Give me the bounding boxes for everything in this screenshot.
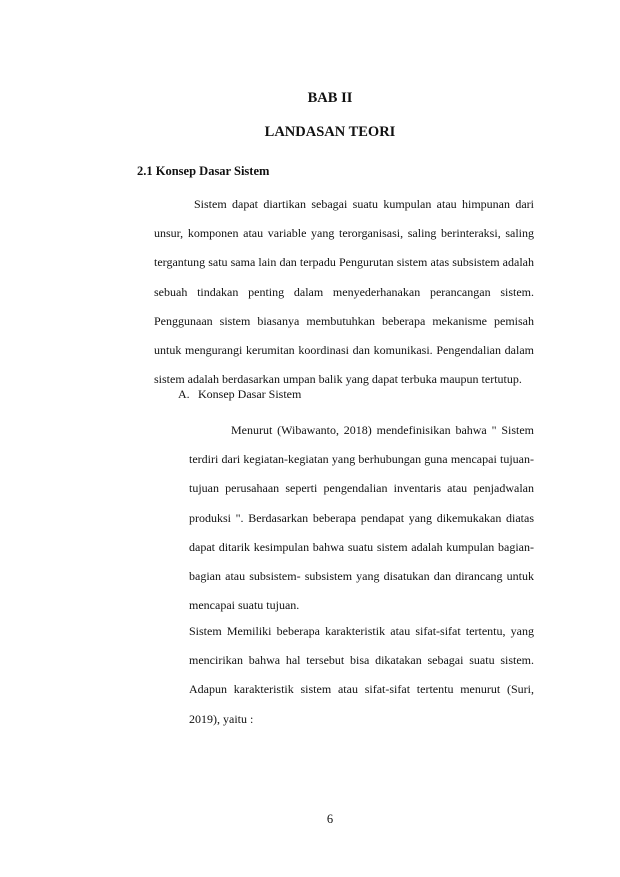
section-heading: 2.1 Konsep Dasar Sistem [137,164,270,178]
characteristics-paragraph: Sistem Memiliki beberapa karakteristik atau sifat-sifat tertentu, yang mencirikan bahwa hal tersebut bisa dikatakan sebagai suatu sistem. Adapun karakteristik sistem atau sifat-sifat tertentu menurut (Suri, 2019), yaitu : [189,624,534,726]
subsection-heading-text: Konsep Dasar Sistem [198,387,302,401]
subsection-marker: A. [178,387,190,401]
quote-paragraph: Menurut (Wibawanto, 2018) mendefinisikan bahwa " Sistem terdiri dari kegiatan-kegiatan yang berhubungan guna mencapai tujuan-tujuan perusahaan seperti pengendalian inventaris atau penjadwalan produksi ". Berdasarkan beberapa pendapat yang dikemukakan diatas dapat ditarik kesimpulan bahwa suatu sistem adalah kumpulan bagian-bagian atau subsistem- subsistem yang disatukan dan dirancang untuk mencapai suatu tujuan. [189,423,534,613]
chapter-title: LANDASAN TEORI [264,124,396,140]
page-number: 6 [326,812,334,826]
section-paragraph: Sistem dapat diartikan sebagai suatu kumpulan atau himpunan dari unsur, komponen atau variable yang terorganisasi, saling berinteraksi, saling tergantung satu sama lain dan terpadu Pengurutan sistem atas subsistem adalah sebuah tindakan penting dalam menyederhanakan perancangan sistem. Penggunaan sistem biasanya membutuhkan beberapa mekanisme pemisah untuk mengurangi kerumitan koordinasi dan komunikasi. Pengendalian dalam sistem adalah berdasarkan umpan balik yang dapat terbuka maupun tertutup. [154,197,534,387]
chapter-number: BAB II [307,90,353,106]
subsection-heading [178,387,301,402]
